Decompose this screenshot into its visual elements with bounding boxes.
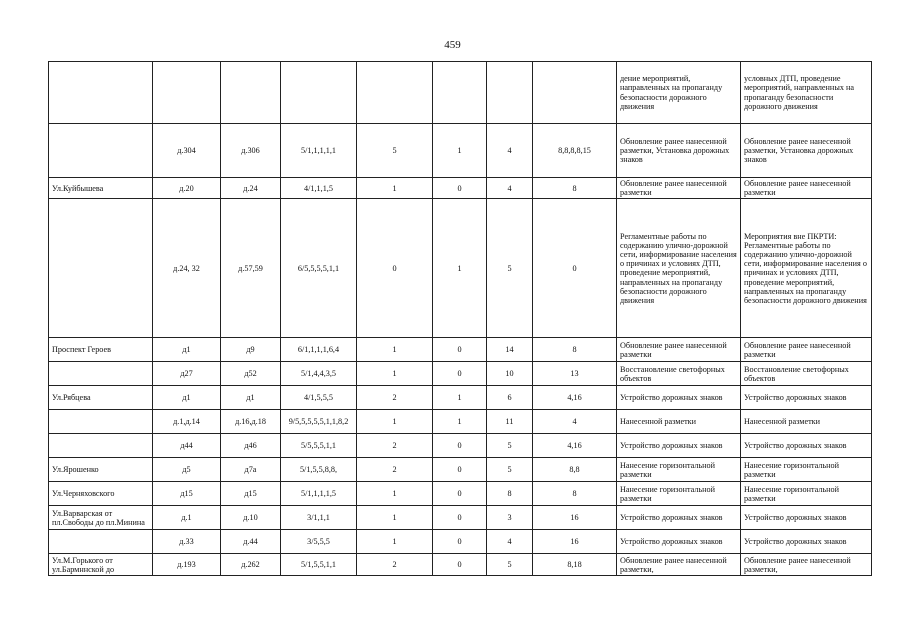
measure1-cell: Устройство дорожных знаков — [617, 506, 741, 530]
value3-cell: 5 — [487, 199, 533, 338]
value4-cell: 8 — [533, 338, 617, 362]
house-to-cell: д46 — [221, 434, 281, 458]
value2-cell — [433, 62, 487, 124]
value2-cell: 1 — [433, 124, 487, 178]
value4-cell: 16 — [533, 506, 617, 530]
value3-cell: 5 — [487, 554, 533, 576]
street-cell — [49, 410, 153, 434]
value3-cell: 4 — [487, 178, 533, 199]
street-cell — [49, 434, 153, 458]
street-cell: Ул.М.Горького от ул.Бармннской до — [49, 554, 153, 576]
value3-cell: 4 — [487, 124, 533, 178]
table-row — [49, 410, 872, 434]
measure1-cell: Обновление ранее нанесенной разметки — [617, 178, 741, 199]
house-from-cell: д.1 — [153, 506, 221, 530]
value3-cell: 10 — [487, 362, 533, 386]
house-to-cell: д15 — [221, 482, 281, 506]
house-to-cell: д7а — [221, 458, 281, 482]
measure2-cell: Обновление ранее нанесенной разметки — [741, 338, 872, 362]
measure1-cell: Обновление ранее нанесенной разметки, Установка дорожных знаков — [617, 124, 741, 178]
street-cell — [49, 199, 153, 338]
value1-cell: 1 — [357, 530, 433, 554]
lanes-cell: 9/5,5,5,5,5,1,1,8,2 — [281, 410, 357, 434]
value1-cell: 2 — [357, 458, 433, 482]
measure2-cell: Нанесенной разметки — [741, 410, 872, 434]
house-to-cell: д.262 — [221, 554, 281, 576]
value2-cell: 1 — [433, 199, 487, 338]
table-row — [49, 178, 872, 199]
value4-cell: 8,8 — [533, 458, 617, 482]
house-to-cell: д.24 — [221, 178, 281, 199]
street-cell: Ул.Рябцева — [49, 386, 153, 410]
value3-cell: 8 — [487, 482, 533, 506]
house-to-cell: д.306 — [221, 124, 281, 178]
house-from-cell: д.193 — [153, 554, 221, 576]
value3-cell: 14 — [487, 338, 533, 362]
value2-cell: 0 — [433, 434, 487, 458]
page-number: 459 — [444, 39, 461, 51]
measure1-cell: Устройство дорожных знаков — [617, 386, 741, 410]
measure1-cell: Обновление ранее нанесенной разметки, — [617, 554, 741, 576]
table-row — [49, 338, 872, 362]
lanes-cell: 5/1,1,1,1,5 — [281, 482, 357, 506]
street-cell — [49, 124, 153, 178]
house-to-cell: д.57,59 — [221, 199, 281, 338]
lanes-cell: 4/1,5,5,5 — [281, 386, 357, 410]
table-row — [49, 554, 872, 576]
measure1-cell: дение мероприятий, направленных на пропаганду безопасности дорожного движения — [617, 62, 741, 124]
lanes-cell: 5/5,5,5,1,1 — [281, 434, 357, 458]
lanes-cell: 5/1,1,1,1,1 — [281, 124, 357, 178]
table-row — [49, 199, 872, 338]
table-row — [49, 482, 872, 506]
value2-cell: 0 — [433, 554, 487, 576]
value3-cell: 5 — [487, 434, 533, 458]
measure1-cell: Устройство дорожных знаков — [617, 434, 741, 458]
house-to-cell: д52 — [221, 362, 281, 386]
measure2-cell: Нанесение горизонтальной разметки — [741, 458, 872, 482]
value4-cell: 13 — [533, 362, 617, 386]
house-to-cell: д.10 — [221, 506, 281, 530]
house-from-cell: д.24, 32 — [153, 199, 221, 338]
value3-cell: 4 — [487, 530, 533, 554]
value1-cell: 2 — [357, 386, 433, 410]
street-cell: Ул.Ярошенко — [49, 458, 153, 482]
house-from-cell: д.33 — [153, 530, 221, 554]
value4-cell: 8,18 — [533, 554, 617, 576]
measure1-cell: Обновление ранее нанесенной разметки — [617, 338, 741, 362]
lanes-cell: 3/1,1,1 — [281, 506, 357, 530]
value3-cell: 6 — [487, 386, 533, 410]
street-cell: Ул.Черняховского — [49, 482, 153, 506]
street-cell — [49, 62, 153, 124]
lanes-cell: 5/1,5,5,8,8, — [281, 458, 357, 482]
value2-cell: 0 — [433, 362, 487, 386]
measure2-cell: Нанесение горизонтальной разметки — [741, 482, 872, 506]
measure2-cell: Обновление ранее нанесенной разметки, — [741, 554, 872, 576]
street-cell: Ул.Варварская от пл.Свободы до пл.Минина — [49, 506, 153, 530]
table-row — [49, 362, 872, 386]
house-from-cell: д15 — [153, 482, 221, 506]
street-cell — [49, 362, 153, 386]
value2-cell: 0 — [433, 338, 487, 362]
house-to-cell: д.16,д.18 — [221, 410, 281, 434]
value1-cell: 1 — [357, 482, 433, 506]
lanes-cell: 3/5,5,5 — [281, 530, 357, 554]
value2-cell: 0 — [433, 506, 487, 530]
value4-cell: 8 — [533, 178, 617, 199]
house-from-cell: д44 — [153, 434, 221, 458]
data-table — [48, 61, 872, 576]
value1-cell: 5 — [357, 124, 433, 178]
value4-cell: 0 — [533, 199, 617, 338]
value2-cell: 0 — [433, 178, 487, 199]
value1-cell: 0 — [357, 199, 433, 338]
table-row — [49, 386, 872, 410]
value1-cell: 1 — [357, 338, 433, 362]
measure1-cell: Нанесенной разметки — [617, 410, 741, 434]
house-to-cell: д.44 — [221, 530, 281, 554]
street-cell — [49, 530, 153, 554]
value2-cell: 0 — [433, 482, 487, 506]
lanes-cell: 5/1,4,4,3,5 — [281, 362, 357, 386]
value2-cell: 1 — [433, 386, 487, 410]
table-row — [49, 434, 872, 458]
value4-cell: 16 — [533, 530, 617, 554]
table-row — [49, 530, 872, 554]
table-row — [49, 506, 872, 530]
measure2-cell: условных ДТП, проведение мероприятий, направленных на пропаганду безопасности дорожного движения — [741, 62, 872, 124]
value4-cell: 4,16 — [533, 434, 617, 458]
value4-cell: 8,8,8,8,15 — [533, 124, 617, 178]
table-row — [49, 458, 872, 482]
house-from-cell: д27 — [153, 362, 221, 386]
value2-cell: 0 — [433, 458, 487, 482]
value4-cell — [533, 62, 617, 124]
value2-cell: 0 — [433, 530, 487, 554]
house-from-cell: д.20 — [153, 178, 221, 199]
lanes-cell: 5/1,5,5,1,1 — [281, 554, 357, 576]
measure2-cell: Устройство дорожных знаков — [741, 530, 872, 554]
value3-cell: 5 — [487, 458, 533, 482]
lanes-cell: 6/5,5,5,5,1,1 — [281, 199, 357, 338]
measure2-cell: Устройство дорожных знаков — [741, 506, 872, 530]
street-cell: Ул.Куйбышева — [49, 178, 153, 199]
value3-cell — [487, 62, 533, 124]
value1-cell: 2 — [357, 434, 433, 458]
value1-cell: 1 — [357, 362, 433, 386]
house-to-cell — [221, 62, 281, 124]
house-from-cell: д.304 — [153, 124, 221, 178]
measure1-cell: Устройство дорожных знаков — [617, 530, 741, 554]
measure2-cell: Обновление ранее нанесенной разметки — [741, 178, 872, 199]
measure1-cell: Нанесение горизонтальной разметки — [617, 482, 741, 506]
house-from-cell: д1 — [153, 386, 221, 410]
house-from-cell: д1 — [153, 338, 221, 362]
lanes-cell — [281, 62, 357, 124]
measure2-cell: Устройство дорожных знаков — [741, 386, 872, 410]
house-from-cell: д.1,д.14 — [153, 410, 221, 434]
lanes-cell: 6/1,1,1,1,6,4 — [281, 338, 357, 362]
value1-cell — [357, 62, 433, 124]
street-cell: Проспект Героев — [49, 338, 153, 362]
measure2-cell: Восстановление светофорных объектов — [741, 362, 872, 386]
value4-cell: 4 — [533, 410, 617, 434]
house-from-cell — [153, 62, 221, 124]
table-row — [49, 62, 872, 124]
value2-cell: 1 — [433, 410, 487, 434]
lanes-cell: 4/1,1,1,5 — [281, 178, 357, 199]
value1-cell: 1 — [357, 178, 433, 199]
measure1-cell: Восстановление светофорных объектов — [617, 362, 741, 386]
value1-cell: 2 — [357, 554, 433, 576]
measure2-cell: Мероприятия вне ПКРТИ: Регламентные работы по содержанию улично-дорожной сети, информирование населения о причинах и условиях ДТП, проведение мероприятий, направленных на пропаганду безопасности дорожного движения — [741, 199, 872, 338]
house-to-cell: д9 — [221, 338, 281, 362]
table-row — [49, 124, 872, 178]
value4-cell: 8 — [533, 482, 617, 506]
value3-cell: 3 — [487, 506, 533, 530]
value3-cell: 11 — [487, 410, 533, 434]
house-to-cell: д1 — [221, 386, 281, 410]
value1-cell: 1 — [357, 410, 433, 434]
measure2-cell: Обновление ранее нанесенной разметки, Установка дорожных знаков — [741, 124, 872, 178]
measure2-cell: Устройство дорожных знаков — [741, 434, 872, 458]
measure1-cell: Нанесение горизонтальной разметки — [617, 458, 741, 482]
measure1-cell: Регламентные работы по содержанию улично-дорожной сети, информирование населения о причинах и условиях ДТП, проведение мероприятий, направленных на пропаганду безопасности дорожного движения — [617, 199, 741, 338]
value4-cell: 4,16 — [533, 386, 617, 410]
house-from-cell: д5 — [153, 458, 221, 482]
value1-cell: 1 — [357, 506, 433, 530]
